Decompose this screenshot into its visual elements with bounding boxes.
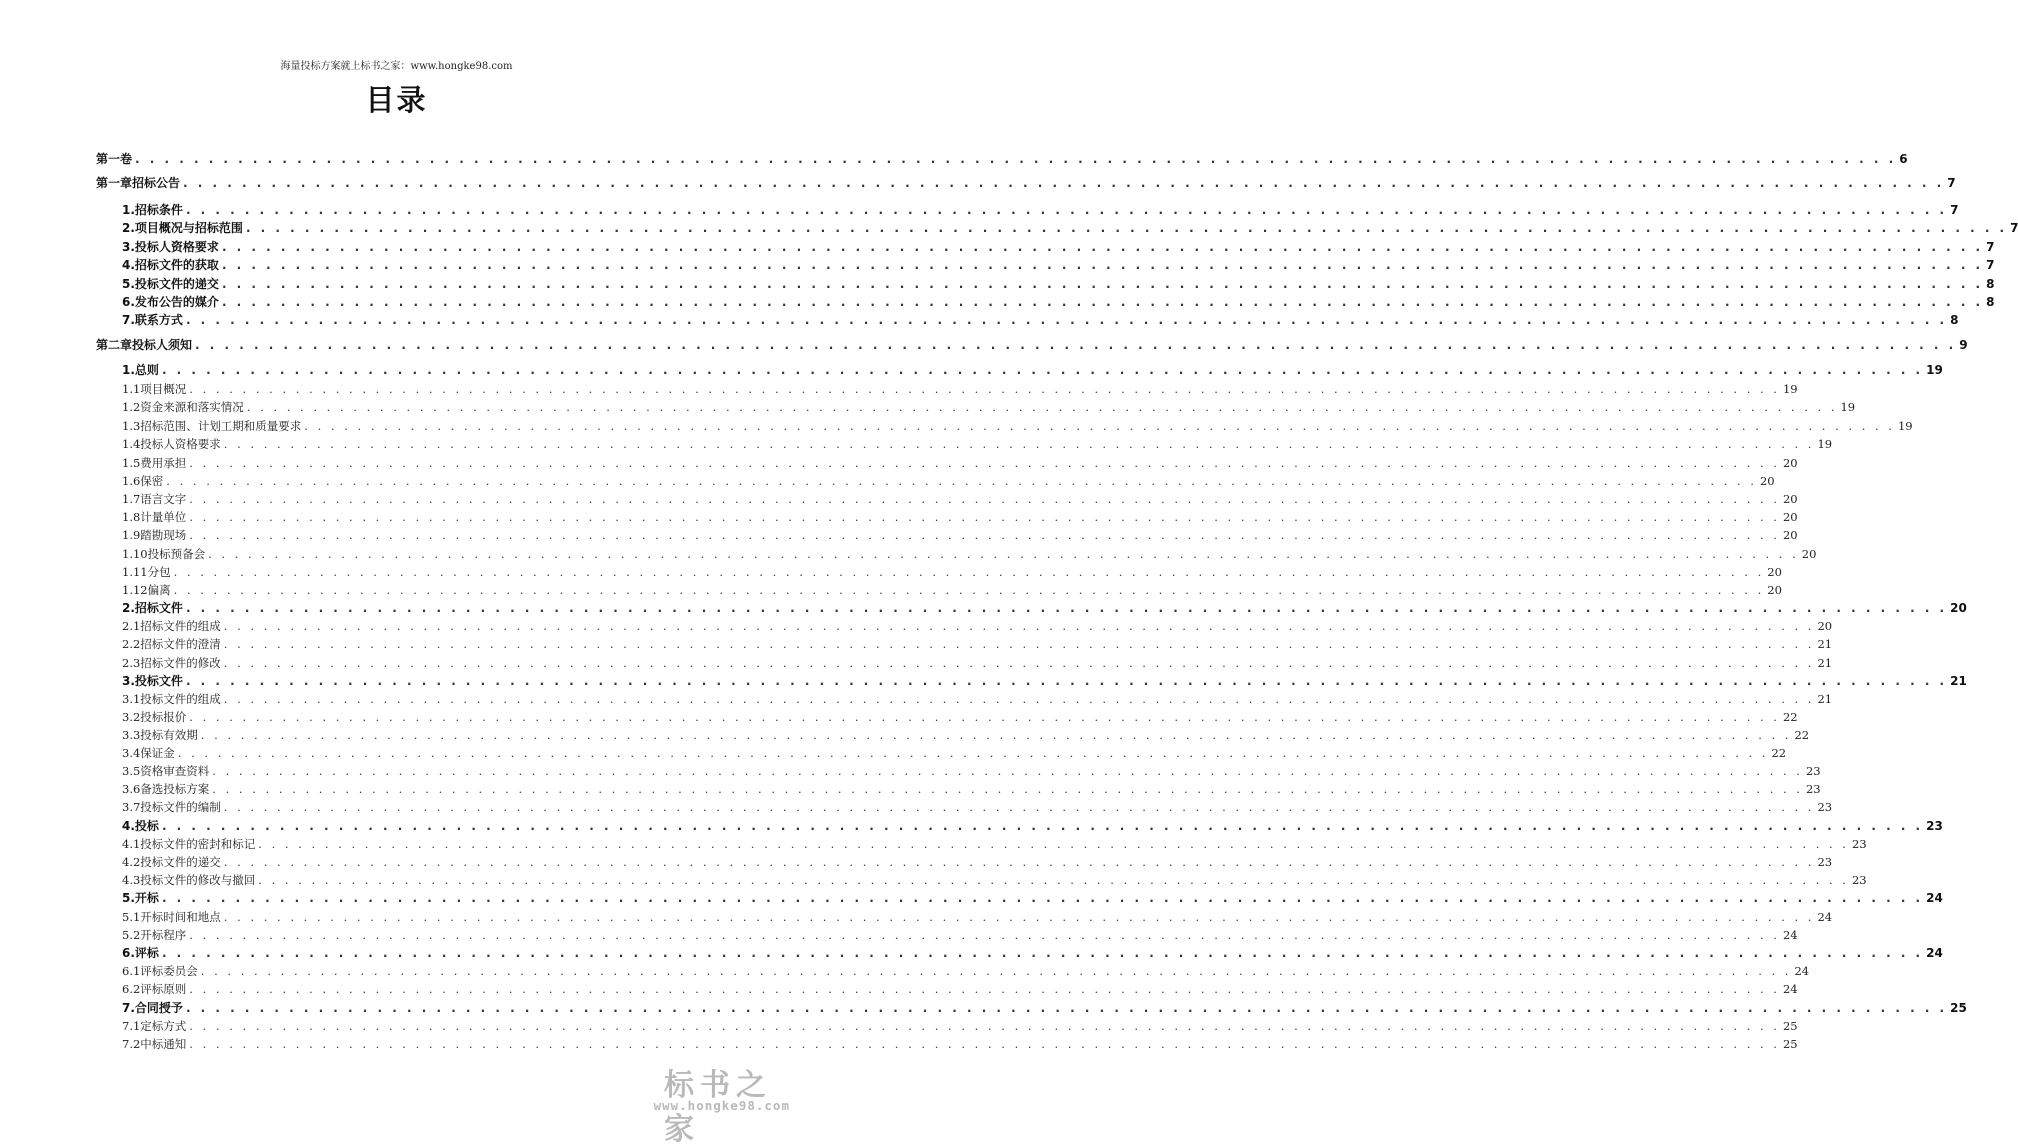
toc-entry-page: 25 <box>1950 1001 1967 1015</box>
toc-entry[interactable] <box>96 150 1908 168</box>
toc-leader-dots: . . . . . . . . . . . . . . . . . . . . . . . . . . . . . . . . . . . . . . . . . . . . . . . . . . . . . . . . . . . . . . . . . . . . . . . . . . . . . . . . . . . . . . . . . . . . . . . . . . . . . . . . . . . . . . . . . . . . . . . . <box>189 456 1780 470</box>
toc-leader-dots: . . . . . . . . . . . . . . . . . . . . . . . . . . . . . . . . . . . . . . . . . . . . . . . . . . . . . . . . . . . . . . . . . . . . . . . . . . . . . . . . . . . . . . . . . . . . . . . . . . . . . . . . . . . . . . . . . . . . . . . . <box>208 547 1799 561</box>
toc-entry-number: 1. <box>122 363 135 377</box>
toc-leader-dots: . . . . . . . . . . . . . . . . . . . . . . . . . . . . . . . . . . . . . . . . . . . . . . . . . . . . . . . . . . . . . . . . . . . . . . . . . . . . . . . . . . . . . . . . . . . . . . . . . . . . . . . . . . . . . . . . . . . . . . . . <box>258 837 1849 851</box>
toc-entry-title: 招标文件的获取 <box>134 258 219 272</box>
toc-entry-number: 5.1 <box>122 910 141 924</box>
toc-entry-page: 24 <box>1782 928 1798 942</box>
toc-entry[interactable] <box>122 361 1943 379</box>
toc-entry-number: 5.2 <box>122 928 141 942</box>
toc-entry-page: 7 <box>1986 258 1995 272</box>
toc-entry-number: 3.4 <box>122 746 141 760</box>
toc-leader-dots: . . . . . . . . . . . . . . . . . . . . . . . . . . . . . . . . . . . . . . . . . . . . . . . . . . . . . . . . . . . . . . . . . . . . . . . . . . . . . . . . . . . . . . . . . . . . . . . . . . . . . . . . . . . . . . . . . . . . . . . . <box>223 656 1815 670</box>
toc-entry-page: 23 <box>1805 782 1821 796</box>
toc-entry[interactable] <box>122 398 1856 416</box>
toc-entry-number: 4.1 <box>122 837 141 851</box>
toc-leader-dots: . . . . . . . . . . . . . . . . . . . . . . . . . . . . . . . . . . . . . . . . . . . . . . . . . . . . . . . . . . . . . . . . . . . . . . . . . . . . . . . . . . . . . . . . . . . . . . . . . . . . . . . . . . . . . . . . . . . . . . . . <box>135 152 1897 166</box>
toc-entry-number: 2.1 <box>122 619 141 633</box>
toc-leader-dots: . . . . . . . . . . . . . . . . . . . . . . . . . . . . . . . . . . . . . . . . . . . . . . . . . . . . . . . . . . . . . . . . . . . . . . . . . . . . . . . . . . . . . . . . . . . . . . . . . . . . . . . . . . . . . . . . . . . . . . . . <box>223 619 1815 633</box>
toc-entry[interactable] <box>122 201 1959 219</box>
toc-leader-dots: . . . . . . . . . . . . . . . . . . . . . . . . . . . . . . . . . . . . . . . . . . . . . . . . . . . . . . . . . . . . . . . . . . . . . . . . . . . . . . . . . . . . . . . . . . . . . . . . . . . . . . . . . . . . . . . . . . . . . . . . <box>223 637 1815 651</box>
toc-leader-dots: . . . . . . . . . . . . . . . . . . . . . . . . . . . . . . . . . . . . . . . . . . . . . . . . . . . . . . . . . . . . . . . . . . . . . . . . . . . . . . . . . . . . . . . . . . . . . . . . . . . . . . . . . . . . . . . . . . . . . . . . <box>221 277 1984 291</box>
toc-entry-number: 4. <box>122 258 135 272</box>
toc-entry-number: 2. <box>122 601 135 615</box>
toc-entry-page: 8 <box>1986 295 1995 309</box>
toc-entry[interactable] <box>122 508 1798 526</box>
toc-entry[interactable] <box>122 980 1798 998</box>
toc-entry-number: 6.1 <box>122 964 141 978</box>
toc-leader-dots: . . . . . . . . . . . . . . . . . . . . . . . . . . . . . . . . . . . . . . . . . . . . . . . . . . . . . . . . . . . . . . . . . . . . . . . . . . . . . . . . . . . . . . . . . . . . . . . . . . . . . . . . . . . . . . . . . . . . . . . . <box>189 1037 1780 1051</box>
toc-leader-dots: . . . . . . . . . . . . . . . . . . . . . . . . . . . . . . . . . . . . . . . . . . . . . . . . . . . . . . . . . . . . . . . . . . . . . . . . . . . . . . . . . . . . . . . . . . . . . . . . . . . . . . . . . . . . . . . . . . . . . . . . <box>185 203 1948 217</box>
toc-entry-number: 6. <box>122 295 135 309</box>
toc-leader-dots: . . . . . . . . . . . . . . . . . . . . . . . . . . . . . . . . . . . . . . . . . . . . . . . . . . . . . . . . . . . . . . . . . . . . . . . . . . . . . . . . . . . . . . . . . . . . . . . . . . . . . . . . . . . . . . . . . . . . . . . . <box>221 295 1984 309</box>
toc-entry-page: 23 <box>1817 800 1833 814</box>
toc-leader-dots: . . . . . . . . . . . . . . . . . . . . . . . . . . . . . . . . . . . . . . . . . . . . . . . . . . . . . . . . . . . . . . . . . . . . . . . . . . . . . . . . . . . . . . . . . . . . . . . . . . . . . . . . . . . . . . . . . . . . . . . . <box>161 891 1924 905</box>
toc-leader-dots: . . . . . . . . . . . . . . . . . . . . . . . . . . . . . . . . . . . . . . . . . . . . . . . . . . . . . . . . . . . . . . . . . . . . . . . . . . . . . . . . . . . . . . . . . . . . . . . . . . . . . . . . . . . . . . . . . . . . . . . . <box>189 710 1780 724</box>
toc-leader-dots: . . . . . . . . . . . . . . . . . . . . . . . . . . . . . . . . . . . . . . . . . . . . . . . . . . . . . . . . . . . . . . . . . . . . . . . . . . . . . . . . . . . . . . . . . . . . . . . . . . . . . . . . . . . . . . . . . . . . . . . . <box>258 873 1849 887</box>
toc-leader-dots: . . . . . . . . . . . . . . . . . . . . . . . . . . . . . . . . . . . . . . . . . . . . . . . . . . . . . . . . . . . . . . . . . . . . . . . . . . . . . . . . . . . . . . . . . . . . . . . . . . . . . . . . . . . . . . . . . . . . . . . . <box>246 400 1838 414</box>
toc-leader-dots: . . . . . . . . . . . . . . . . . . . . . . . . . . . . . . . . . . . . . . . . . . . . . . . . . . . . . . . . . . . . . . . . . . . . . . . . . . . . . . . . . . . . . . . . . . . . . . . . . . . . . . . . . . . . . . . . . . . . . . . . <box>304 419 1895 433</box>
toc-leader-dots: . . . . . . . . . . . . . . . . . . . . . . . . . . . . . . . . . . . . . . . . . . . . . . . . . . . . . . . . . . . . . . . . . . . . . . . . . . . . . . . . . . . . . . . . . . . . . . . . . . . . . . . . . . . . . . . . . . . . . . . . <box>245 221 2008 235</box>
toc-entry-page: 24 <box>1926 946 1943 960</box>
toc-leader-dots: . . . . . . . . . . . . . . . . . . . . . . . . . . . . . . . . . . . . . . . . . . . . . . . . . . . . . . . . . . . . . . . . . . . . . . . . . . . . . . . . . . . . . . . . . . . . . . . . . . . . . . . . . . . . . . . . . . . . . . . . <box>189 510 1780 524</box>
toc-entry-page: 19 <box>1782 382 1798 396</box>
toc-entry-page: 9 <box>1959 338 1968 352</box>
toc-entry-page: 23 <box>1805 764 1821 778</box>
toc-entry-page: 22 <box>1782 710 1798 724</box>
toc-entry-page: 23 <box>1851 873 1867 887</box>
toc-entry[interactable] <box>96 174 1956 192</box>
toc-entry-number: 1.5 <box>122 456 141 470</box>
toc-entry[interactable] <box>122 293 1995 311</box>
toc-leader-dots: . . . . . . . . . . . . . . . . . . . . . . . . . . . . . . . . . . . . . . . . . . . . . . . . . . . . . . . . . . . . . . . . . . . . . . . . . . . . . . . . . . . . . . . . . . . . . . . . . . . . . . . . . . . . . . . . . . . . . . . . <box>189 1019 1780 1033</box>
toc-entry[interactable] <box>122 1035 1798 1053</box>
toc-leader-dots: . . . . . . . . . . . . . . . . . . . . . . . . . . . . . . . . . . . . . . . . . . . . . . . . . . . . . . . . . . . . . . . . . . . . . . . . . . . . . . . . . . . . . . . . . . . . . . . . . . . . . . . . . . . . . . . . . . . . . . . . <box>185 674 1948 688</box>
toc-entry-title: 评标原则 <box>140 982 187 996</box>
toc-entry-page: 22 <box>1771 746 1787 760</box>
toc-entry[interactable] <box>122 798 1833 816</box>
toc-entry-title: 招标文件的修改 <box>140 656 221 670</box>
toc-entry-title: 开标 <box>134 891 159 905</box>
toc-entry-title: 投标文件的修改与撤回 <box>140 873 256 887</box>
toc-entry-title: 保密 <box>140 474 164 488</box>
toc-entry-number: 1.11 <box>122 565 148 579</box>
toc-entry-number: 3. <box>122 674 135 688</box>
toc-entry-number: 3.7 <box>122 800 141 814</box>
toc-entry-page: 21 <box>1817 692 1833 706</box>
toc-entry[interactable] <box>122 275 1995 293</box>
toc-entry-page: 8 <box>1950 313 1959 327</box>
toc-entry-title: 资金来源和落实情况 <box>140 400 244 414</box>
toc-entry-page: 24 <box>1817 910 1833 924</box>
toc-leader-dots: . . . . . . . . . . . . . . . . . . . . . . . . . . . . . . . . . . . . . . . . . . . . . . . . . . . . . . . . . . . . . . . . . . . . . . . . . . . . . . . . . . . . . . . . . . . . . . . . . . . . . . . . . . . . . . . . . . . . . . . . <box>161 946 1924 960</box>
toc-leader-dots: . . . . . . . . . . . . . . . . . . . . . . . . . . . . . . . . . . . . . . . . . . . . . . . . . . . . . . . . . . . . . . . . . . . . . . . . . . . . . . . . . . . . . . . . . . . . . . . . . . . . . . . . . . . . . . . . . . . . . . . . <box>200 728 1792 742</box>
toc-entry-number: 4. <box>122 819 135 833</box>
toc-entry-page: 21 <box>1817 637 1833 651</box>
toc-entry-title: 投标文件 <box>134 674 183 688</box>
toc-entry-number: 3.1 <box>122 692 141 706</box>
toc-entry-number: 2.3 <box>122 656 141 670</box>
toc-entry-page: 20 <box>1801 547 1817 561</box>
toc-entry[interactable] <box>122 472 1775 490</box>
toc-entry-title: 开标时间和地点 <box>140 910 221 924</box>
toc-leader-dots: . . . . . . . . . . . . . . . . . . . . . . . . . . . . . . . . . . . . . . . . . . . . . . . . . . . . . . . . . . . . . . . . . . . . . . . . . . . . . . . . . . . . . . . . . . . . . . . . . . . . . . . . . . . . . . . . . . . . . . . . <box>189 492 1780 506</box>
toc-entry-page: 19 <box>1817 437 1833 451</box>
toc-entry-number: 6. <box>122 946 135 960</box>
toc-entry-page: 21 <box>1950 674 1967 688</box>
toc-entry[interactable] <box>122 762 1821 780</box>
toc-entry[interactable] <box>122 853 1833 871</box>
toc-entry[interactable] <box>122 871 1867 889</box>
toc-entry-page: 20 <box>1782 492 1798 506</box>
toc-leader-dots: . . . . . . . . . . . . . . . . . . . . . . . . . . . . . . . . . . . . . . . . . . . . . . . . . . . . . . . . . . . . . . . . . . . . . . . . . . . . . . . . . . . . . . . . . . . . . . . . . . . . . . . . . . . . . . . . . . . . . . . . <box>223 800 1815 814</box>
toc-entry-number: 3.5 <box>122 764 141 778</box>
toc-leader-dots: . . . . . . . . . . . . . . . . . . . . . . . . . . . . . . . . . . . . . . . . . . . . . . . . . . . . . . . . . . . . . . . . . . . . . . . . . . . . . . . . . . . . . . . . . . . . . . . . . . . . . . . . . . . . . . . . . . . . . . . . <box>212 764 1803 778</box>
toc-entry-number: 第二章 <box>96 338 133 352</box>
toc-leader-dots: . . . . . . . . . . . . . . . . . . . . . . . . . . . . . . . . . . . . . . . . . . . . . . . . . . . . . . . . . . . . . . . . . . . . . . . . . . . . . . . . . . . . . . . . . . . . . . . . . . . . . . . . . . . . . . . . . . . . . . . . <box>185 1001 1948 1015</box>
toc-entry-title: 踏勘现场 <box>140 528 187 542</box>
toc-entry[interactable] <box>122 944 1943 962</box>
toc-entry-page: 19 <box>1840 400 1856 414</box>
toc-leader-dots: . . . . . . . . . . . . . . . . . . . . . . . . . . . . . . . . . . . . . . . . . . . . . . . . . . . . . . . . . . . . . . . . . . . . . . . . . . . . . . . . . . . . . . . . . . . . . . . . . . . . . . . . . . . . . . . . . . . . . . . . <box>185 601 1948 615</box>
toc-entry-page: 19 <box>1926 363 1943 377</box>
toc-leader-dots: . . . . . . . . . . . . . . . . . . . . . . . . . . . . . . . . . . . . . . . . . . . . . . . . . . . . . . . . . . . . . . . . . . . . . . . . . . . . . . . . . . . . . . . . . . . . . . . . . . . . . . . . . . . . . . . . . . . . . . . . <box>173 565 1765 579</box>
toc-entry-title: 投标文件的密封和标记 <box>140 837 256 851</box>
toc-entry-title: 项目概况 <box>140 382 187 396</box>
toc-entry-title: 投标 <box>134 819 159 833</box>
toc-entry[interactable] <box>122 526 1798 544</box>
toc-entry[interactable] <box>122 744 1787 762</box>
toc-entry-title: 投标人资格要求 <box>134 240 219 254</box>
toc-entry-title: 招标公告 <box>132 176 181 190</box>
toc-entry-page: 23 <box>1851 837 1867 851</box>
toc-entry-page: 21 <box>1817 656 1833 670</box>
toc-entry-number: 3.6 <box>122 782 141 796</box>
toc-entry-number: 4.2 <box>122 855 141 869</box>
toc-leader-dots: . . . . . . . . . . . . . . . . . . . . . . . . . . . . . . . . . . . . . . . . . . . . . . . . . . . . . . . . . . . . . . . . . . . . . . . . . . . . . . . . . . . . . . . . . . . . . . . . . . . . . . . . . . . . . . . . . . . . . . . . <box>189 382 1780 396</box>
toc-entry-title: 定标方式 <box>140 1019 187 1033</box>
toc-entry-title: 招标文件的澄清 <box>140 637 221 651</box>
toc-leader-dots: . . . . . . . . . . . . . . . . . . . . . . . . . . . . . . . . . . . . . . . . . . . . . . . . . . . . . . . . . . . . . . . . . . . . . . . . . . . . . . . . . . . . . . . . . . . . . . . . . . . . . . . . . . . . . . . . . . . . . . . . <box>189 982 1780 996</box>
toc-entry[interactable] <box>122 889 1943 907</box>
toc-entry-page: 23 <box>1817 855 1833 869</box>
toc-entry-title: 保证金 <box>140 746 175 760</box>
toc-entry[interactable] <box>122 256 1995 274</box>
toc-entry-title: 偏离 <box>147 583 171 597</box>
toc-entry-number: 1.2 <box>122 400 141 414</box>
toc-entry-title: 招标条件 <box>134 203 183 217</box>
toc-leader-dots: . . . . . . . . . . . . . . . . . . . . . . . . . . . . . . . . . . . . . . . . . . . . . . . . . . . . . . . . . . . . . . . . . . . . . . . . . . . . . . . . . . . . . . . . . . . . . . . . . . . . . . . . . . . . . . . . . . . . . . . . <box>189 528 1780 542</box>
toc-entry-page: 20 <box>1767 583 1782 597</box>
toc-entry-page: 20 <box>1767 565 1782 579</box>
toc-leader-dots: . . . . . . . . . . . . . . . . . . . . . . . . . . . . . . . . . . . . . . . . . . . . . . . . . . . . . . . . . . . . . . . . . . . . . . . . . . . . . . . . . . . . . . . . . . . . . . . . . . . . . . . . . . . . . . . . . . . . . . . . <box>221 258 1984 272</box>
toc-entry-page: 24 <box>1794 964 1810 978</box>
toc-entry[interactable] <box>122 1017 1798 1035</box>
toc-entry-title: 分包 <box>147 565 171 579</box>
toc-leader-dots: . . . . . . . . . . . . . . . . . . . . . . . . . . . . . . . . . . . . . . . . . . . . . . . . . . . . . . . . . . . . . . . . . . . . . . . . . . . . . . . . . . . . . . . . . . . . . . . . . . . . . . . . . . . . . . . . . . . . . . . . <box>189 928 1780 942</box>
toc-entry-number: 1.10 <box>122 547 148 561</box>
toc-leader-dots: . . . . . . . . . . . . . . . . . . . . . . . . . . . . . . . . . . . . . . . . . . . . . . . . . . . . . . . . . . . . . . . . . . . . . . . . . . . . . . . . . . . . . . . . . . . . . . . . . . . . . . . . . . . . . . . . . . . . . . . . <box>161 363 1924 377</box>
header-note: 海量投标方案就上标书之家：www.hongke98.com <box>280 61 513 72</box>
toc-entry-number: 3.3 <box>122 728 141 742</box>
toc-entry[interactable] <box>122 780 1821 798</box>
page-title: 目录 <box>365 83 428 117</box>
toc-entry-page: 20 <box>1782 528 1798 542</box>
toc-entry[interactable] <box>122 999 1967 1017</box>
toc-entry[interactable] <box>122 435 1833 453</box>
toc-entry[interactable] <box>122 219 2018 237</box>
toc-entry-title: 合同授予 <box>134 1001 183 1015</box>
toc-entry-title: 招标文件的组成 <box>140 619 221 633</box>
toc-entry-title: 费用承担 <box>140 456 187 470</box>
toc-entry-title: 投标人资格要求 <box>140 437 221 451</box>
toc-entry-title: 评标 <box>134 946 159 960</box>
toc-entry-page: 20 <box>1782 510 1798 524</box>
toc-entry-number: 2. <box>122 221 135 235</box>
toc-entry[interactable] <box>122 599 1967 617</box>
toc-leader-dots: . . . . . . . . . . . . . . . . . . . . . . . . . . . . . . . . . . . . . . . . . . . . . . . . . . . . . . . . . . . . . . . . . . . . . . . . . . . . . . . . . . . . . . . . . . . . . . . . . . . . . . . . . . . . . . . . . . . . . . . . <box>212 782 1803 796</box>
toc-entry[interactable] <box>122 545 1817 563</box>
toc-entry-number: 1.9 <box>122 528 141 542</box>
toc-entry-number: 3. <box>122 240 135 254</box>
toc-entry-title: 投标文件的组成 <box>140 692 221 706</box>
toc-entry[interactable] <box>122 708 1798 726</box>
toc-entry-page: 6 <box>1899 152 1908 166</box>
toc-entry-number: 4.3 <box>122 873 141 887</box>
toc-entry-page: 20 <box>1759 474 1775 488</box>
toc-entry-number: 1.3 <box>122 419 141 433</box>
toc-entry-number: 7.2 <box>122 1037 141 1051</box>
toc-entry-page: 20 <box>1782 456 1798 470</box>
logo-mark: 标书之家 <box>664 1068 772 1147</box>
toc-entry-title: 投标报价 <box>140 710 187 724</box>
toc-entry-title: 联系方式 <box>134 313 183 327</box>
toc-entry-page: 7 <box>2010 221 2018 235</box>
toc-entry-page: 25 <box>1782 1019 1798 1033</box>
toc-entry-page: 23 <box>1926 819 1943 833</box>
toc-entry[interactable] <box>122 672 1967 690</box>
toc-entry-page: 24 <box>1782 982 1798 996</box>
logo-url: www.hongke98.com <box>653 1098 790 1113</box>
toc-entry-title: 投标人须知 <box>132 338 193 352</box>
toc-entry-title: 语言文字 <box>140 492 187 506</box>
toc-entry-number: 第一卷 <box>96 152 133 166</box>
toc-leader-dots: . . . . . . . . . . . . . . . . . . . . . . . . . . . . . . . . . . . . . . . . . . . . . . . . . . . . . . . . . . . . . . . . . . . . . . . . . . . . . . . . . . . . . . . . . . . . . . . . . . . . . . . . . . . . . . . . . . . . . . . . <box>183 176 1945 190</box>
toc-leader-dots: . . . . . . . . . . . . . . . . . . . . . . . . . . . . . . . . . . . . . . . . . . . . . . . . . . . . . . . . . . . . . . . . . . . . . . . . . . . . . . . . . . . . . . . . . . . . . . . . . . . . . . . . . . . . . . . . . . . . . . . . <box>173 583 1765 597</box>
toc-entry[interactable] <box>122 380 1798 398</box>
toc-entry-number: 1.7 <box>122 492 141 506</box>
toc-entry-page: 24 <box>1926 891 1943 905</box>
toc-entry-number: 1.8 <box>122 510 141 524</box>
toc-leader-dots: . . . . . . . . . . . . . . . . . . . . . . . . . . . . . . . . . . . . . . . . . . . . . . . . . . . . . . . . . . . . . . . . . . . . . . . . . . . . . . . . . . . . . . . . . . . . . . . . . . . . . . . . . . . . . . . . . . . . . . . . <box>223 910 1815 924</box>
toc-entry-title: 评标委员会 <box>140 964 198 978</box>
toc-leader-dots: . . . . . . . . . . . . . . . . . . . . . . . . . . . . . . . . . . . . . . . . . . . . . . . . . . . . . . . . . . . . . . . . . . . . . . . . . . . . . . . . . . . . . . . . . . . . . . . . . . . . . . . . . . . . . . . . . . . . . . . . <box>223 692 1815 706</box>
toc-entry[interactable] <box>122 908 1833 926</box>
toc-entry-page: 7 <box>1986 240 1995 254</box>
toc-entry[interactable] <box>122 726 1810 744</box>
toc-leader-dots: . . . . . . . . . . . . . . . . . . . . . . . . . . . . . . . . . . . . . . . . . . . . . . . . . . . . . . . . . . . . . . . . . . . . . . . . . . . . . . . . . . . . . . . . . . . . . . . . . . . . . . . . . . . . . . . . . . . . . . . . <box>177 746 1769 760</box>
toc-leader-dots: . . . . . . . . . . . . . . . . . . . . . . . . . . . . . . . . . . . . . . . . . . . . . . . . . . . . . . . . . . . . . . . . . . . . . . . . . . . . . . . . . . . . . . . . . . . . . . . . . . . . . . . . . . . . . . . . . . . . . . . . <box>200 964 1792 978</box>
toc-entry-title: 投标文件的递交 <box>140 855 221 869</box>
toc-entry[interactable] <box>96 336 1968 354</box>
toc-entry-title: 开标程序 <box>140 928 187 942</box>
toc-entry[interactable] <box>122 563 1782 581</box>
toc-entry-number: 1.4 <box>122 437 141 451</box>
toc-entry-page: 20 <box>1817 619 1833 633</box>
toc-entry-title: 备选投标方案 <box>140 782 210 796</box>
toc-entry[interactable] <box>122 835 1867 853</box>
toc-leader-dots: . . . . . . . . . . . . . . . . . . . . . . . . . . . . . . . . . . . . . . . . . . . . . . . . . . . . . . . . . . . . . . . . . . . . . . . . . . . . . . . . . . . . . . . . . . . . . . . . . . . . . . . . . . . . . . . . . . . . . . . . <box>166 474 1757 488</box>
toc-leader-dots: . . . . . . . . . . . . . . . . . . . . . . . . . . . . . . . . . . . . . . . . . . . . . . . . . . . . . . . . . . . . . . . . . . . . . . . . . . . . . . . . . . . . . . . . . . . . . . . . . . . . . . . . . . . . . . . . . . . . . . . . <box>223 437 1815 451</box>
toc-entry-title: 中标通知 <box>140 1037 187 1051</box>
toc-entry-number: 第一章 <box>96 176 133 190</box>
toc-entry[interactable] <box>122 962 1810 980</box>
toc-entry-number: 1. <box>122 203 135 217</box>
toc-entry-number: 7. <box>122 1001 135 1015</box>
toc-entry-title: 招标范围、计划工期和质量要求 <box>140 419 302 433</box>
toc-entry[interactable] <box>122 581 1782 599</box>
logo <box>640 1060 790 1147</box>
toc-entry-page: 7 <box>1950 203 1959 217</box>
toc-entry-number: 1.12 <box>122 583 148 597</box>
toc-entry-title: 项目概况与招标范围 <box>134 221 243 235</box>
toc-entry[interactable] <box>122 817 1943 835</box>
toc-entry-number: 5. <box>122 277 135 291</box>
toc-leader-dots: . . . . . . . . . . . . . . . . . . . . . . . . . . . . . . . . . . . . . . . . . . . . . . . . . . . . . . . . . . . . . . . . . . . . . . . . . . . . . . . . . . . . . . . . . . . . . . . . . . . . . . . . . . . . . . . . . . . . . . . . <box>221 240 1984 254</box>
toc-entry[interactable] <box>122 617 1833 635</box>
toc-entry-number: 7. <box>122 313 135 327</box>
toc-entry[interactable] <box>122 490 1798 508</box>
toc-entry[interactable] <box>122 690 1833 708</box>
toc-entry[interactable] <box>122 635 1833 653</box>
toc-entry-number: 5. <box>122 891 135 905</box>
toc-entry-title: 投标文件的递交 <box>134 277 219 291</box>
toc-entry-page: 8 <box>1986 277 1995 291</box>
toc-entry-number: 1.6 <box>122 474 141 488</box>
toc-entry-number: 6.2 <box>122 982 141 996</box>
toc-entry-title: 总则 <box>134 363 159 377</box>
toc-entry-page: 25 <box>1782 1037 1798 1051</box>
toc-entry-page: 20 <box>1950 601 1967 615</box>
toc-entry[interactable] <box>122 238 1995 256</box>
toc-entry-page: 22 <box>1794 728 1810 742</box>
toc-entry[interactable] <box>122 926 1798 944</box>
toc-leader-dots: . . . . . . . . . . . . . . . . . . . . . . . . . . . . . . . . . . . . . . . . . . . . . . . . . . . . . . . . . . . . . . . . . . . . . . . . . . . . . . . . . . . . . . . . . . . . . . . . . . . . . . . . . . . . . . . . . . . . . . . . <box>161 819 1924 833</box>
toc-entry-title: 计量单位 <box>140 510 187 524</box>
toc-entry-title: 招标文件 <box>134 601 183 615</box>
toc-entry-number: 1.1 <box>122 382 141 396</box>
toc-leader-dots: . . . . . . . . . . . . . . . . . . . . . . . . . . . . . . . . . . . . . . . . . . . . . . . . . . . . . . . . . . . . . . . . . . . . . . . . . . . . . . . . . . . . . . . . . . . . . . . . . . . . . . . . . . . . . . . . . . . . . . . . <box>185 313 1948 327</box>
toc-entry[interactable] <box>122 654 1833 672</box>
toc-leader-dots: . . . . . . . . . . . . . . . . . . . . . . . . . . . . . . . . . . . . . . . . . . . . . . . . . . . . . . . . . . . . . . . . . . . . . . . . . . . . . . . . . . . . . . . . . . . . . . . . . . . . . . . . . . . . . . . . . . . . . . . . <box>195 338 1957 352</box>
toc-entry-title: 发布公告的媒介 <box>134 295 219 309</box>
toc-entry-number: 3.2 <box>122 710 141 724</box>
toc-entry-title: 投标文件的编制 <box>140 800 221 814</box>
toc-entry[interactable] <box>122 311 1959 329</box>
toc-entry-page: 19 <box>1897 419 1913 433</box>
toc-entry-page: 7 <box>1947 176 1956 190</box>
toc-entry-number: 2.2 <box>122 637 141 651</box>
toc-entry-title: 资格审查资料 <box>140 764 210 778</box>
toc-entry[interactable] <box>122 454 1798 472</box>
toc-entry-number: 7.1 <box>122 1019 141 1033</box>
toc-entry[interactable] <box>122 417 1913 435</box>
toc-entry-title: 投标预备会 <box>147 547 206 561</box>
toc-entry-title: 投标有效期 <box>140 728 198 742</box>
toc-leader-dots: . . . . . . . . . . . . . . . . . . . . . . . . . . . . . . . . . . . . . . . . . . . . . . . . . . . . . . . . . . . . . . . . . . . . . . . . . . . . . . . . . . . . . . . . . . . . . . . . . . . . . . . . . . . . . . . . . . . . . . . . <box>223 855 1815 869</box>
